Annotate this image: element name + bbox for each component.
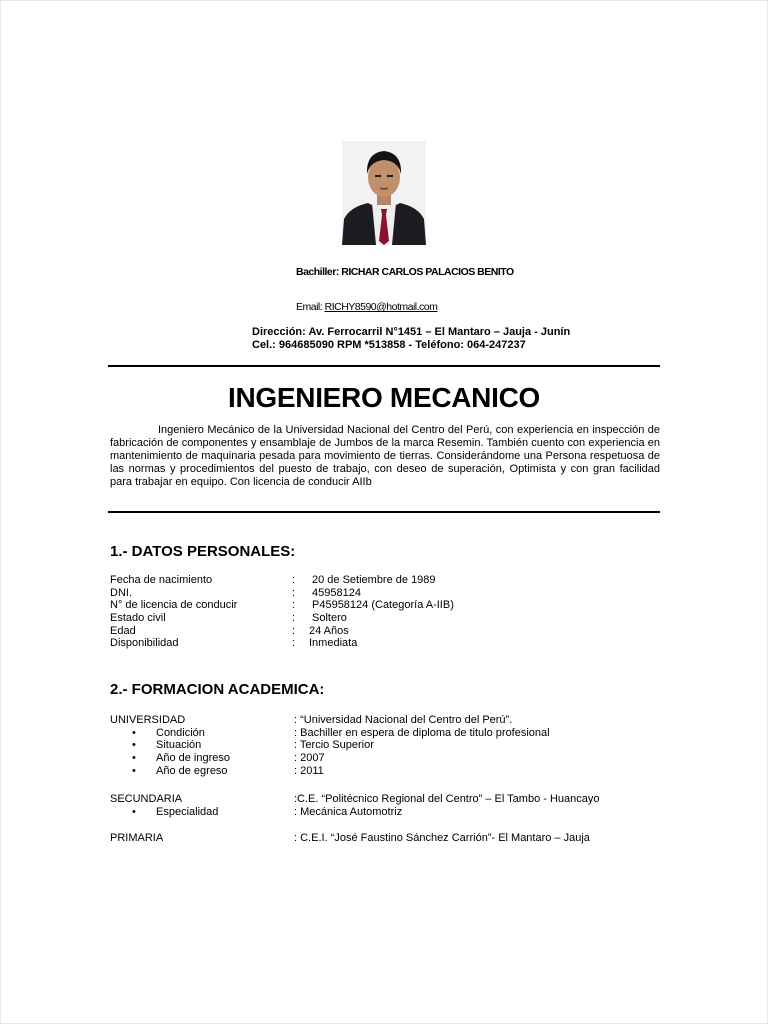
row-value: : 2011	[294, 764, 324, 777]
phone-line: Cel.: 964685090 RPM *513858 - Teléfono: 064-247237	[252, 339, 526, 351]
bullet-icon: •	[132, 752, 136, 765]
row-colon: :	[292, 599, 296, 612]
row-label: Fecha de nacimiento	[110, 574, 213, 586]
row-value: 24 Años	[309, 624, 349, 637]
personal-row	[110, 637, 670, 650]
page-title: INGENIERO MECANICO	[228, 382, 540, 413]
row-label: UNIVERSIDAD	[110, 714, 186, 726]
email-label: Email:	[296, 301, 323, 313]
profile-photo	[342, 141, 426, 245]
row-value: P45958124 (Categoría A-IIB)	[312, 599, 454, 612]
academic-subrow	[110, 739, 670, 752]
row-colon: :	[292, 574, 296, 586]
row-colon: :	[292, 637, 296, 650]
row-label: Edad	[110, 624, 136, 637]
personal-row	[110, 599, 670, 612]
academic-row	[110, 714, 670, 727]
row-value: : Bachiller en espera de diploma de titulo profesional	[294, 726, 550, 739]
academic-subrow	[110, 806, 670, 819]
email-line	[296, 301, 437, 313]
section-heading-academic: 2.- FORMACION ACADEMICA:	[110, 681, 325, 698]
academic-univ-list	[110, 714, 670, 777]
row-label: PRIMARIA	[110, 832, 164, 844]
personal-row	[110, 587, 670, 600]
row-value: 20 de Setiembre de 1989	[312, 574, 436, 586]
bullet-icon: •	[132, 764, 136, 777]
profile-summary: Ingeniero Mecánico de la Universidad Nacional del Centro del Perú, con experiencia en inspección de fabricación de componentes y ensamblaje de Jumbos de la marca Resemin. También cuento con experiencia en mantenimiento de maquinaria pesada para movimiento de tierras. Considerándome una Persona respetuosa de las normas y procedimientos del puesto de trabajo, con deseo de superación, Optimista y con gran facilidad para trabajar en equipo. Con licencia de conducir AIIb	[110, 424, 660, 488]
row-value: : C.E.I. “José Faustino Sánchez Carrión”- El Mantaro – Jauja	[294, 832, 590, 844]
row-value: 45958124	[312, 586, 361, 599]
academic-subrow	[110, 727, 670, 740]
row-label: Estado civil	[110, 612, 166, 625]
row-label: SECUNDARIA	[110, 793, 183, 805]
row-value: : Mecánica Automotriz	[294, 805, 403, 818]
academic-subrow	[110, 765, 670, 778]
bullet-icon: •	[132, 726, 136, 739]
divider-bottom	[108, 511, 660, 513]
bullet-icon: •	[132, 739, 136, 752]
row-label: Especialidad	[156, 805, 219, 818]
row-colon: :	[292, 612, 296, 625]
academic-primaria-list	[110, 832, 670, 845]
row-label: Condición	[156, 726, 205, 739]
row-value: Soltero	[312, 612, 347, 625]
personal-row	[110, 612, 670, 625]
personal-data-list	[110, 574, 670, 650]
row-label: Disponibilidad	[110, 637, 179, 650]
row-label: Año de ingreso	[156, 752, 230, 765]
row-label: Situación	[156, 739, 202, 752]
bachiller-name: Bachiller: RICHAR CARLOS PALACIOS BENITO	[296, 266, 514, 278]
row-label: Año de egreso	[156, 764, 228, 777]
row-value: : 2007	[294, 752, 325, 765]
row-colon: :	[292, 624, 296, 637]
row-value: : Tercio Superior	[294, 739, 374, 752]
academic-subrow	[110, 752, 670, 765]
personal-row	[110, 625, 670, 638]
row-value: :C.E. “Politécnico Regional del Centro” – El Tambo - Huancayo	[294, 793, 600, 805]
email-link[interactable]: RICHY8590@hotmail.com	[324, 301, 438, 313]
divider-top	[108, 365, 660, 367]
academic-row	[110, 793, 670, 806]
row-value: : “Universidad Nacional del Centro del Perú”.	[294, 714, 513, 726]
academic-row	[110, 832, 670, 845]
contact-block	[252, 326, 570, 352]
section-heading-personal: 1.- DATOS PERSONALES:	[110, 543, 296, 560]
row-label: DNI.	[110, 586, 132, 599]
bullet-icon: •	[132, 805, 136, 818]
row-label: N° de licencia de conducir	[110, 599, 238, 612]
address-line: Dirección: Av. Ferrocarril N°1451 – El Mantaro – Jauja - Junín	[252, 326, 571, 338]
row-value: Inmediata	[309, 637, 358, 650]
academic-secundaria-list	[110, 793, 670, 818]
personal-row	[110, 574, 670, 587]
row-colon: :	[292, 586, 296, 599]
